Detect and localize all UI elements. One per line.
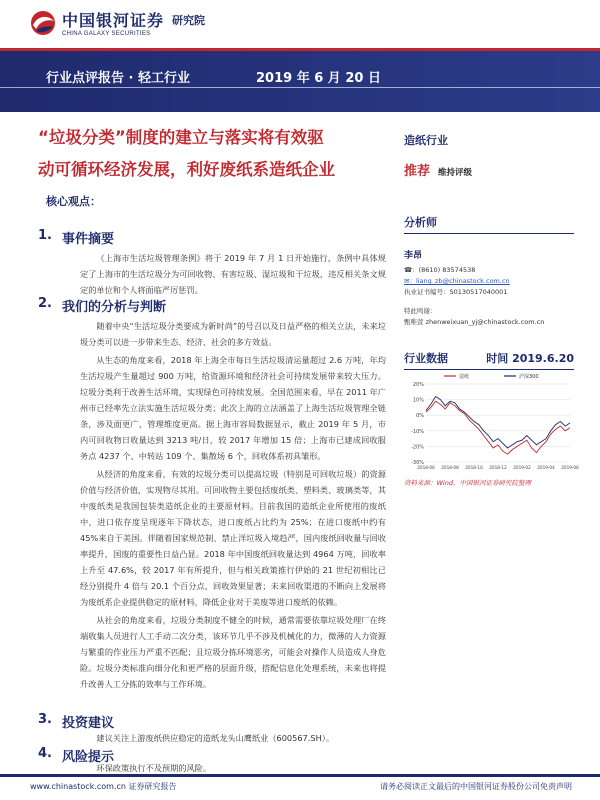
header-banner: [0, 48, 600, 112]
analyst-email-link[interactable]: ✉：liang_zb@chinastock.com.cn: [404, 277, 510, 285]
contact-info: 甄唯萱 zhenweixuan_yj@chinastock.com.cn: [404, 318, 545, 326]
footer-disclaimer: 请务必阅读正文最后的中国银河证券股份公司免责声明: [380, 782, 572, 791]
y-tick-label: -30%: [411, 460, 424, 466]
section-number: 1.: [38, 228, 52, 243]
y-tick-label: -10%: [411, 428, 424, 435]
sidebar-data-head: [404, 350, 574, 370]
paragraph: 从社会的角度来看，垃圾分类制度不健全的时候，通常需要依靠垃圾处理厂在终端收集人员进行人工手动二次分类，该环节几乎不涉及机械化的力，微薄的人力资源与繁重的作业压力严重不匹配；且垃圾分拣环境恶劣，可能会对操作人员造成人身危险。垃圾分类标准向细分化和更严格的层面升级，搭配信息化处理系统，未来也将提升改善人工分拣的效率与工作环境。: [80, 615, 386, 689]
analyst-email[interactable]: [404, 276, 574, 287]
rating: [404, 160, 574, 179]
section-heading-summary: [38, 228, 114, 247]
analyst-name: 李昂: [404, 251, 423, 261]
paragraph: 《上海市生活垃圾管理条例》将于 2019 年 7 月 1 日开始施行，条例中具体规定了上海市的生活垃圾分为可回收物、有害垃圾、湿垃圾和干垃圾，违反相关条文规定的单位和个人将面临严厉惩罚。: [80, 253, 386, 295]
chart-source: 资料来源：Wind，中国银河证券研究院整理: [404, 479, 531, 487]
section-number: 2.: [38, 296, 52, 311]
report-title: [38, 122, 398, 186]
contact-label: 特此鸣谢：: [404, 307, 437, 315]
sidebar-rating: [404, 160, 574, 179]
section-body-summary: [80, 250, 386, 300]
legend-label: 沪深300: [519, 374, 539, 380]
industry-data-time: 时间 2019.6.20: [486, 352, 574, 365]
section-title: 风险提示: [61, 750, 114, 765]
y-tick-label: 0%: [416, 413, 424, 420]
x-tick-label: 2018-12: [489, 465, 507, 470]
paragraph: 从生态的角度来看，2018 年上海全市每日生活垃圾清运量超过 2.6 万吨，年均生活垃圾产生量超过 900 万吨，给资源环境和经济社会可持续发展带来较大压力。垃圾分类利于改善生活环境，实现绿色可持续发展。全国范围来看，早在 2011 年广州市已经率先立法实施生活垃圾分类；此次上海的立法涵盖了上海生活垃圾管理全链条，涉及面更广，管理维度更高。据上海市容局数据显示，截止 2019 年 5 月，市内可回收物日收量达到 3213 吨/日，较 2017 年增加 15 倍；上海市已建成回收服务点 4237 个、中转站 109 个、集散场 6 个，回收体系初具雏形。: [80, 355, 386, 461]
galaxy-logo-icon: [28, 9, 58, 37]
report-type: 行业点评报告 · 轻工行业: [46, 71, 190, 86]
sidebar-analyst: [404, 214, 574, 328]
sidebar-industry: [404, 132, 574, 151]
analyst-license: 执业证书编号：S0130517040001: [404, 288, 508, 296]
industry-data-label: 行业数据: [404, 352, 448, 365]
institute-label: 研究院: [172, 13, 206, 27]
industry-label: 造纸行业: [404, 134, 448, 147]
y-tick-label: 20%: [412, 382, 424, 388]
y-tick-label: 10%: [412, 397, 424, 404]
x-tick-label: 2018-06: [417, 465, 435, 470]
footer-divider: [0, 774, 600, 777]
paragraph: 从经济的角度来看，有效的垃圾分类可以提高垃圾（特别是可回收垃圾）的资源价值与经济价值，实现物尽其用。可回收物主要包括废纸类、塑料类、玻璃类等，其中废纸类是我国包装类造纸企业的主要原材料。目前我国的造纸企业所使用的废纸中，进口依存度呈现逐年下降状态，进口废纸占比约为 25%；在进口废纸中约有 45%来自于美国。伴随着国家规范制、禁止洋垃圾入境趋严，国内废纸回收量与回收率提升，国废的重要性日益凸显。2018 年中国废纸回收量达到 4964 万吨，回收率上升至 47.6%，较 2017 年有所提升，但与相关政策推行伊始的 21 世纪初相比已经分别提升 4 倍与 20.1 个百分点，回收效果显著；未来回收渠道的不断向上发展将为废纸系企业提供稳定的原材料，降低企业对于美废等进口废纸的依赖。: [80, 469, 386, 607]
industry-data-heading: [404, 350, 574, 370]
section-number: 4.: [38, 746, 52, 761]
analyst-heading: 分析师: [404, 214, 574, 234]
x-tick-label: 2019-04: [537, 465, 555, 470]
report-date: 2019 年 6 月 20 日: [256, 71, 381, 86]
core-views-label: 核心观点：: [46, 195, 101, 208]
x-tick-label: 2019-02: [513, 465, 531, 470]
logo-name-en: CHINA GALAXY SECURITIES: [62, 31, 151, 37]
logo-name-cn: 中国银河证券: [62, 11, 165, 30]
section-title: 投资建议: [61, 716, 114, 731]
section-heading-investment: [38, 712, 114, 731]
footer-website: www.chinastock.com.cn 证券研究报告: [30, 782, 177, 791]
analyst-phone: ☎：(8610) 83574538: [404, 266, 476, 274]
section-title: 事件摘要: [61, 232, 114, 247]
x-tick-label: 2019-06: [561, 465, 579, 470]
section-heading-analysis: [38, 296, 166, 315]
section-number: 3.: [38, 712, 52, 727]
x-tick-label: 2018-10: [465, 465, 483, 470]
series-line-1: [426, 397, 570, 449]
company-logo: [28, 8, 205, 37]
x-tick-label: 2018-08: [441, 465, 459, 470]
legend-label: 造纸: [459, 374, 470, 380]
rating-sub: 维持评级: [438, 168, 473, 178]
section-body-analysis: [80, 318, 386, 694]
paragraph: 建议关注上游废纸供应稳定的造纸龙头山鹰纸业（600567.SH）。: [96, 733, 335, 743]
paragraph: 随着中央“生活垃圾分类要成为新时尚”的号召以及日益严格的相关立法，未来垃圾分类可以进一步带来生态、经济、社会的多方效益。: [80, 321, 386, 347]
section-body-investment: [80, 730, 386, 748]
banner-divider: [0, 87, 600, 88]
paragraph: 环保政策执行不及预期的风险。: [96, 763, 212, 773]
y-tick-label: -20%: [411, 444, 424, 451]
industry-line-chart: [404, 370, 579, 474]
title-line-1: “垃圾分类”制度的建立与落实将有效驱: [38, 128, 324, 147]
section-title: 我们的分析与判断: [61, 300, 166, 315]
title-line-2: 动可循环经济发展，利好废纸系造纸企业: [38, 160, 335, 179]
rating-label: 推荐: [404, 164, 431, 179]
